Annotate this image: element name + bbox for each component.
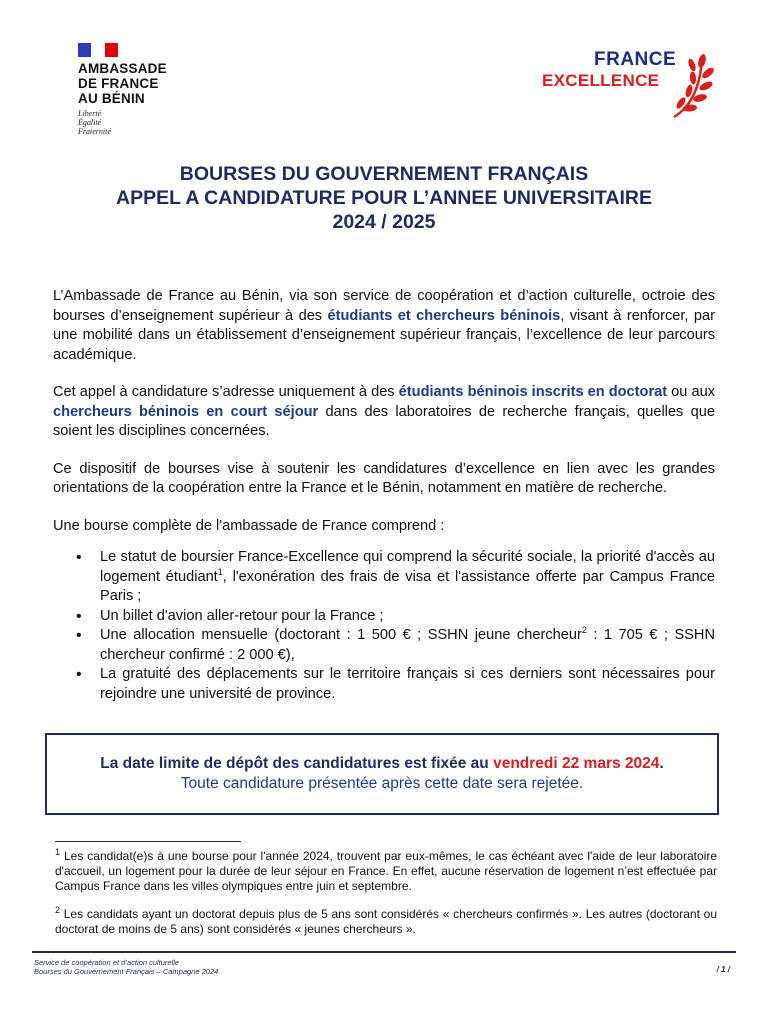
footer-info: Service de coopération et d’action culturelle Bourses du Gouvernement Français – Campagne 2024 <box>34 958 219 976</box>
footer-divider <box>32 951 736 953</box>
title-line1: BOURSES DU GOUVERNEMENT FRANÇAIS <box>179 163 589 185</box>
footnote-ref: 1 <box>217 566 223 577</box>
deadline-notice: La date limite de dépôt des candidatures est fixée au vendredi 22 mars 2024. Toute candidature présentée après cette date sera rejetée. <box>45 733 719 815</box>
benefits-list <box>53 548 715 704</box>
paragraph-contents: Une bourse complète de l'ambassade de France comprend : <box>53 517 445 534</box>
embassy-logo <box>78 43 208 136</box>
list-item: • La gratuité des déplacements sur le territoire français si ces derniers sont nécessaires pour rejoindre une université de province. <box>100 665 715 704</box>
footnote-2: $^2$ Les candidats ayant un doctorat depuis plus de 5 ans sont considérés « chercheurs confirmés ». Les autres (doctorant ou doctorat de moins de 5 ans) sont considérés « jeunes chercheurs ». <box>55 905 717 936</box>
paragraph-eligibility: Cet appel à candidature s’adresse uniquement à des étudiants béninois inscrits en doctorat ou aux chercheurs béninois en court séjour dans des laboratoires de recherche français, quelles que soient les disciplines concernées. <box>53 384 715 439</box>
footnote-1: $^1$ Les candidat(e)s à une bourse pour l'année 2024, trouvent par eux-mêmes, le cas échéant avec l'aide de leur laboratoire d'accueil, un logement pour la durée de leur séjour en France. En effet, aucune réservation de logement n’est effectuée par Campus France dans les villes olympiques entre juin et septembre. <box>55 847 717 893</box>
title-line3: 2024 / 2025 <box>332 211 436 233</box>
fe-logo-line1: FRANCE <box>594 49 677 70</box>
list-item: • Le statut de boursier France-Excellence qui comprend la sécurité sociale, la priorité d'accès au logement étudiant$^1$, l'exonération des frais de visa et l'assistance offerte par Campus France Paris ; <box>100 548 715 607</box>
republic-motto: Liberté Égalité Fraternité <box>78 109 111 136</box>
document-body <box>53 287 715 704</box>
france-excellence-logo <box>532 43 732 123</box>
fe-logo-line2: EXCELLENCE <box>542 71 660 90</box>
embassy-name: AMBASSADE DE FRANCE AU BÉNIN <box>78 61 167 106</box>
deadline-date: vendredi 22 mars 2024 <box>493 755 660 772</box>
list-item: • Une allocation mensuelle (doctorant : 1 500 € ; SSHN jeune chercheur$^2$ : 1 705 € ; SSHN chercheur confirmé : 2 000 €), <box>100 626 715 665</box>
footnote-divider <box>55 841 241 842</box>
list-item: • Un billet d'avion aller-retour pour la France ; <box>100 607 715 627</box>
paragraph-purpose: Ce dispositif de bourses vise à soutenir les candidatures d’excellence en lien avec les grandes orientations de la coopération entre la France et le Bénin, notamment en matière de recherche. <box>53 460 715 496</box>
document-title <box>0 162 768 234</box>
marianne-flag-icon <box>78 43 118 57</box>
laurel-icon <box>666 51 716 123</box>
footnote-ref: 2 <box>581 625 587 636</box>
title-line2: APPEL A CANDIDATURE POUR L’ANNEE UNIVERSITAIRE <box>116 187 652 209</box>
page-number: / 1 / <box>716 965 730 974</box>
paragraph-intro: L’Ambassade de France au Bénin, via son service de coopération et d’action culturelle, octroie des bourses d’enseignement supérieur à des étudiants et chercheurs béninois, visant à renforcer, par une mobilité dans un établissement d’enseignement supérieur français, l’excellence de leur parcours académique. <box>53 288 715 363</box>
